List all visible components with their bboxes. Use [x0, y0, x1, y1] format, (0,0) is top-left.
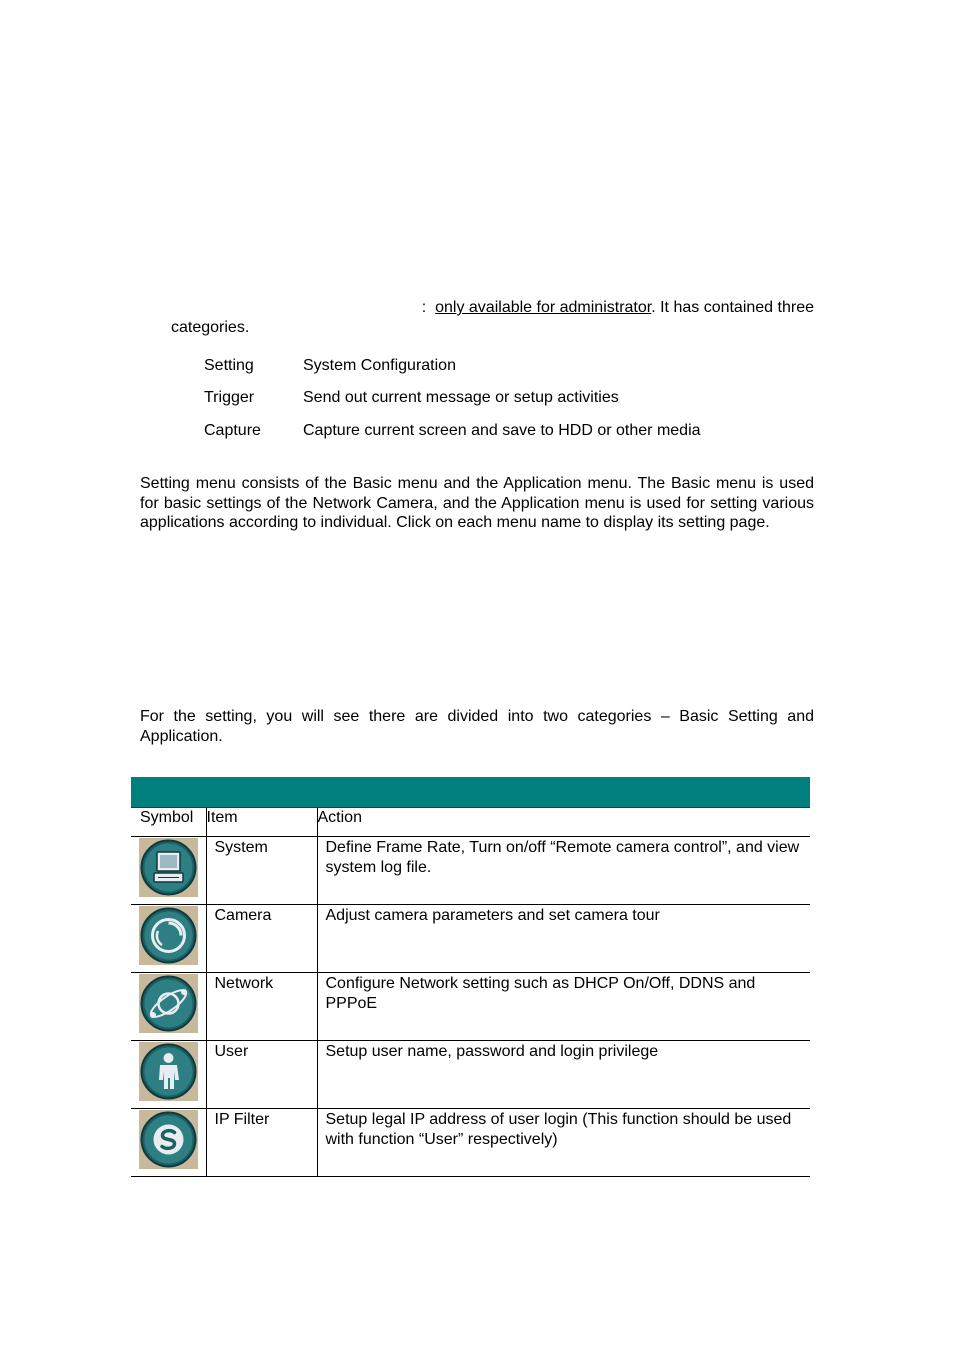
category-desc-capture: Capture current screen and save to HDD or other media — [303, 422, 701, 439]
item-system: System — [206, 837, 317, 905]
table-row-ip-filter — [131, 1109, 810, 1177]
table-header-bar — [131, 777, 810, 808]
category-desc-setting: System Configuration — [303, 357, 456, 374]
category-label-capture: Capture — [204, 422, 261, 439]
table-row-user — [131, 1041, 810, 1109]
intro-rest: . It has contained three — [651, 299, 814, 316]
category-desc-trigger: Send out current message or setup activities — [303, 389, 619, 406]
action-camera: Adjust camera parameters and set camera tour — [317, 905, 810, 973]
ip-filter-s-icon — [139, 1110, 198, 1169]
table-row-camera — [131, 905, 810, 973]
item-network: Network — [206, 973, 317, 1041]
table-column-headers — [131, 808, 810, 837]
action-ip-filter: Setup legal IP address of user login (This function should be used with function “User” respectively) — [317, 1109, 810, 1177]
table-row-system — [131, 837, 810, 905]
column-header-symbol: Symbol — [131, 808, 206, 837]
admin-only-note: only available for administrator — [435, 299, 652, 316]
item-camera: Camera — [206, 905, 317, 973]
intro-line — [140, 298, 814, 318]
item-user: User — [206, 1041, 317, 1109]
computer-monitor-icon — [139, 838, 198, 897]
intro-colon: : — [421, 299, 427, 316]
column-header-item: Item — [206, 808, 317, 837]
category-label-trigger: Trigger — [204, 389, 255, 406]
basic-setting-table — [131, 777, 810, 1177]
column-header-action: Action — [317, 808, 810, 837]
category-label-setting: Setting — [204, 357, 254, 374]
setting-categories-paragraph: For the setting, you will see there are divided into two categories – Basic Setting and Application. — [140, 708, 814, 745]
item-ip-filter: IP Filter — [206, 1109, 317, 1177]
network-globe-icon — [139, 974, 198, 1033]
action-user: Setup user name, password and login privilege — [317, 1041, 810, 1109]
camera-lens-icon — [139, 906, 198, 965]
table-row-network — [131, 973, 810, 1041]
action-network: Configure Network setting such as DHCP On/Off, DDNS and PPPoE — [317, 973, 810, 1041]
intro-line-2: categories. — [171, 319, 250, 336]
action-system: Define Frame Rate, Turn on/off “Remote camera control”, and view system log file. — [317, 837, 810, 905]
setting-menu-paragraph: Setting menu consists of the Basic menu and the Application menu. The Basic menu is used for basic settings of the Network Camera, and the Application menu is used for setting various applications according to individual. Click on each menu name to display its setting page. — [140, 475, 814, 532]
user-person-icon — [139, 1042, 198, 1101]
